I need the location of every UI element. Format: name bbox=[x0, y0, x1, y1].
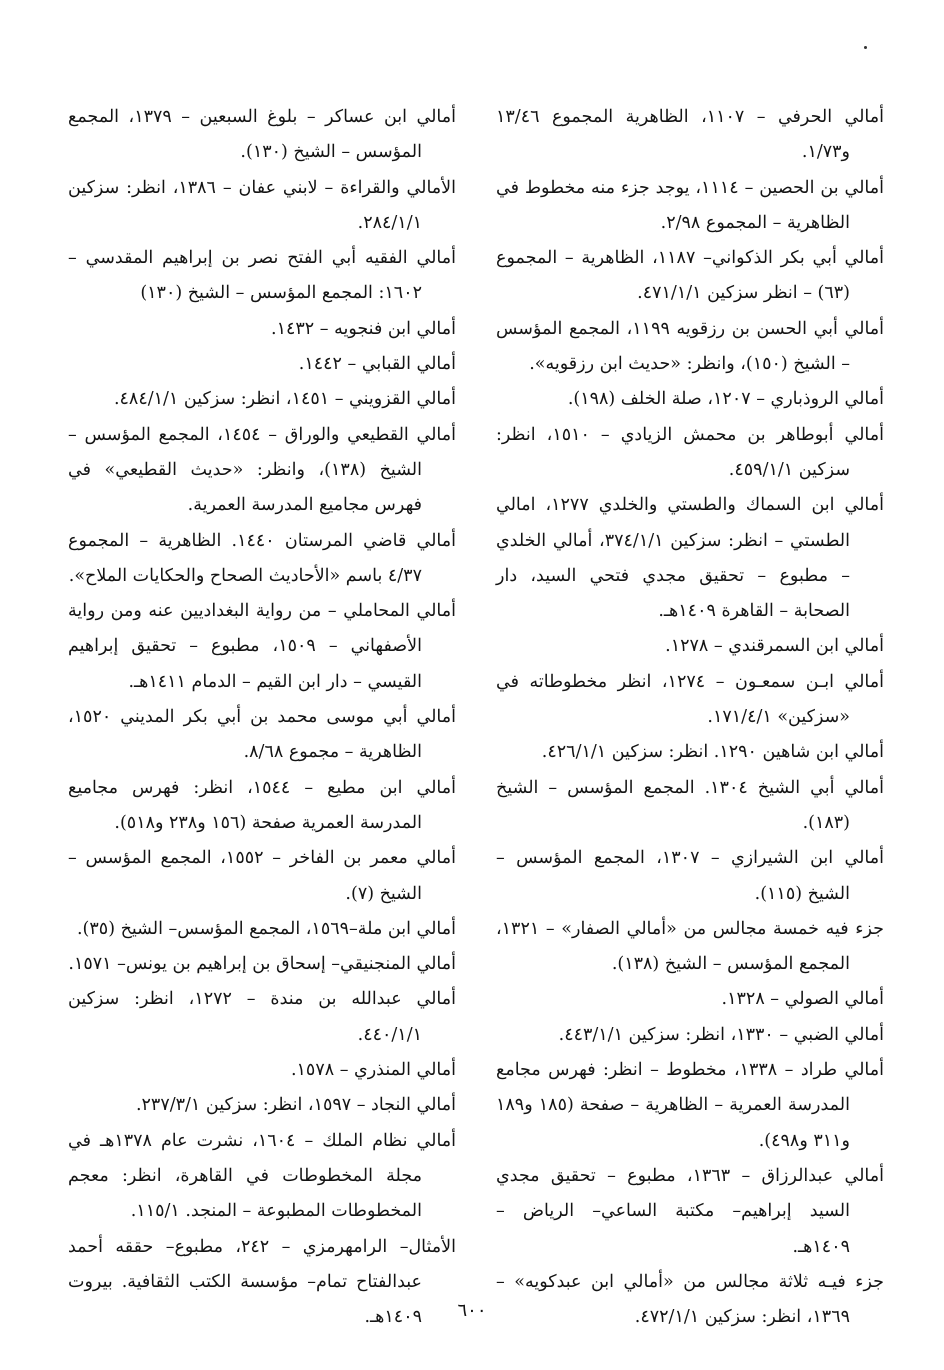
index-entry: أمالي القطيعي والوراق – ١٤٥٤، المجمع المؤسس – الشيخ (١٣٨)، وانظر: «حديث القطيعي» في فهرس مجاميع المدرسة العمرية. bbox=[68, 424, 456, 516]
index-entry: أمالي ابن شاهين ١٢٩٠. انظر: سزكين ٤٢٦/١/١. bbox=[541, 742, 884, 763]
index-entry: الأمالي والقراءة – لابني عفان – ١٣٨٦، انظر: سزكين ٢٨٤/١/١. bbox=[68, 177, 456, 233]
right-column bbox=[496, 100, 884, 1335]
index-entry: أمالي الفقيه أبي الفتح نصر بن إبراهيم المقدسي – ١٦٠٢: المجمع المؤسس – الشيخ (١٣٠) bbox=[68, 248, 456, 304]
index-entry: أمالي ابـن سمعـون – ١٢٧٤، انظر مخطوطاته في «سزكين» ١٧١/٤/١. bbox=[496, 671, 884, 728]
index-entry: أمالي نظام الملك – ١٦٠٤، نشرت عام ١٣٧٨هـ في مجلة المخطوطات في القاهرة، انظر: معجم المخطوطات المطبوعة – المنجد. ١١٥/١. bbox=[68, 1130, 457, 1222]
index-entry: أمالي ابن عساكر – بلوغ السبعين – ١٣٧٩، المجمع المؤسس – الشيخ (١٣٠). bbox=[68, 107, 456, 163]
index-entry: أمالي أبي الشيخ ١٣٠٤. المجمع المؤسس – الشيخ (١٨٣). bbox=[496, 777, 884, 833]
index-entry: أمالي القبابي – ١٤٤٢. bbox=[298, 354, 456, 375]
index-entry: أمالي المحاملي – من رواية البغداديين عنه ومن رواية الأصفهاني – ١٥٠٩، مطبوع – تحقيق إبراهيم القيسي – دار ابن القيم – الدمام ١٤١١هـ. bbox=[68, 601, 456, 692]
index-entry: أمالي ابن فنجويه – ١٤٣٢. bbox=[271, 318, 456, 339]
index-entry: أمالي بن الحصين – ١١١٤، يوجد جزء منه مخطوط في الظاهرية – المجموع ٢/٩٨. bbox=[496, 177, 884, 233]
index-entry: أمالي الحرفي – ١١٠٧، الظاهرية المجموع ١٣/٤٦ و١/٧٣. bbox=[496, 107, 884, 163]
index-entry: أمالي أبي الحسن بن رزقويه ١١٩٩، المجمع المؤسس – الشيخ (١٥٠)، وانظر: «حديث ابن رزقويه». bbox=[496, 318, 885, 375]
index-entry: جزء فيـه ثلاثة مجالس من «أمالي ابن عبدكويه» – ١٣٦٩، انظر: سزكين ٤٧٢/١/١. bbox=[496, 1271, 884, 1328]
index-entry: أمالي الضبي – ١٣٣٠، انظر: سزكين ٤٤٣/١/١. bbox=[558, 1024, 884, 1045]
page-number: ٦٠٠ bbox=[457, 1300, 487, 1321]
index-entry: أمالي أبوطاهر بن محمش الزيادي – ١٥١٠، انظر: سزكين ٤٥٩/١/١. bbox=[496, 424, 884, 480]
index-entry: أمالي قاضي المرستان ١٤٤٠. الظاهرية – المجموع ٤/٣٧ باسم «الأحاديث الصحاح والحكايات الملاح». bbox=[68, 530, 456, 586]
index-entry: أمالي الروذباري – ١٢٠٧، صلة الخلف (١٩٨). bbox=[567, 389, 884, 410]
index-entry: أمالي القزويني – ١٤٥١، انظر: سزكين ٤٨٤/١/١. bbox=[113, 389, 456, 410]
index-entry: أمالي ابن السماك والطستي والخلدي ١٢٧٧، امالي الطستي – انظر: سزكين ٣٧٤/١/١، أمالي الخلدي – مطبوع – تحقيق مجدي فتحي السيد، دار الصحابة – القاهرة ١٤٠٩هـ. bbox=[496, 495, 884, 622]
index-entry: أمالي ابن مطيع – ١٥٤٤، انظر: فهرس مجاميع المدرسة العمرية صفحة (١٥٦ و٢٣٨ و٥١٨). bbox=[68, 777, 456, 833]
index-entry: أمالي معمر بن الفاخر – ١٥٥٢، المجمع المؤسس – الشيخ (٧). bbox=[68, 848, 456, 904]
index-entry: أمالي طراد – ١٣٣٨، مخطوط – انظر: فهرس مجامع المدرسة العمرية – الظاهرية – صفحة (١٨٥ و١٨٩ و٣١١ و٤٩٨). bbox=[496, 1060, 884, 1151]
index-entry: أمالي ابن الشيرازي – ١٣٠٧، المجمع المؤسس – الشيخ (١١٥). bbox=[496, 848, 885, 904]
index-entry: أمالي النجاد – ١٥٩٧، انظر: سزكين ٢٣٧/٣/١. bbox=[135, 1095, 456, 1116]
index-entry: أمالي المنجنيقي– إسحاق بن إبراهيم بن يونس– ١٥٧١. bbox=[68, 954, 456, 975]
index-entry: أمالي أبي موسى محمد بن أبي بكر المديني ١٥٢٠، الظاهرية – مجموع ٨/٦٨. bbox=[68, 707, 456, 763]
index-entry: أمالي عبدالله بن مندة – ١٢٧٢، انظر: سزكين ٤٤٠/١/١. bbox=[68, 989, 456, 1045]
index-entry: جزء فيه خمسة مجالس من «أمالي الصفار» – ١٣٢١، المجمع المؤسس – الشيخ (١٣٨). bbox=[496, 918, 884, 975]
index-entry: أمالي المنذري – ١٥٧٨. bbox=[290, 1060, 456, 1081]
left-column bbox=[68, 100, 456, 1335]
index-entry: أمالي عبدالرزاق – ١٣٦٣، مطبوع – تحقيق مجدي السيد إبراهيم– مكتبة الساعي– الرياض – ١٤٠٩هـ. bbox=[496, 1165, 884, 1257]
index-entry: أمالي ابن ملة–١٥٦٩، المجمع المؤسس– الشيخ (٣٥). bbox=[76, 918, 456, 939]
index-entry: الأمثال– الرامهرمزي – ٢٤٢، مطبوع– حققه أحمد عبدالفتاح تمام– مؤسسة الكتب الثقافية. بيروت ١٤٠٩هـ. bbox=[68, 1236, 456, 1328]
index-entry: أمالي أبي بكر الذكواني– ١١٨٧، الظاهرية – المجموع (٦٣) – انظر سزكين ٤٧١/١/١. bbox=[496, 248, 884, 304]
index-entry: أمالي الصولي – ١٣٢٨. bbox=[721, 989, 884, 1010]
index-entry: أمالي ابن السمرقندي – ١٢٧٨. bbox=[665, 636, 884, 657]
scan-speck bbox=[864, 46, 867, 49]
